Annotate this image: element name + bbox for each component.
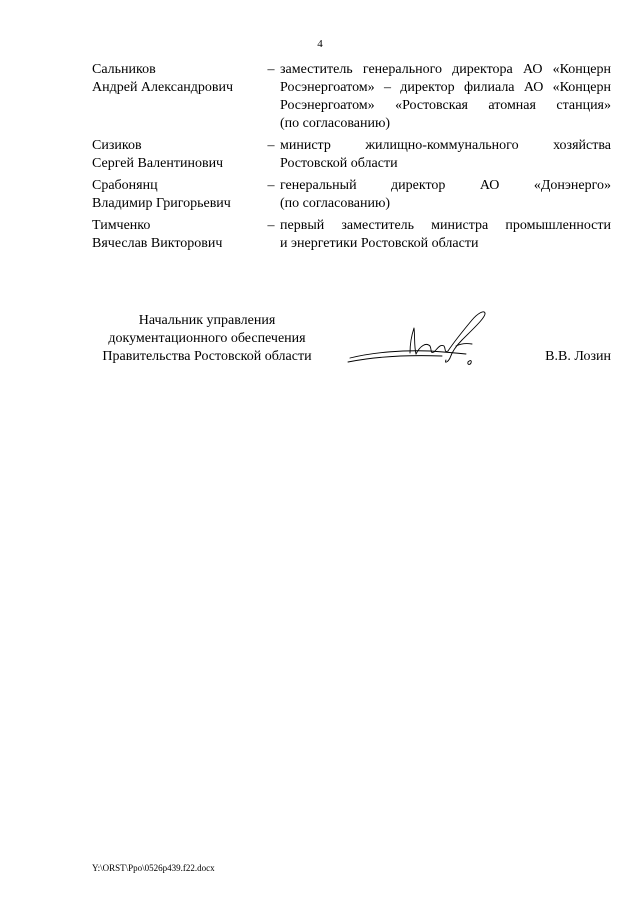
member-given-names: Андрей Александрович [92,80,234,95]
page-number: 4 [317,38,323,50]
member-role [280,217,611,253]
signer-position-line: Начальник управления [138,313,276,328]
signer-position [92,312,322,366]
member-role-line: Росэнергоатом» «Ростовская атомная станция» [280,98,611,113]
member-name [92,137,262,173]
member-role-line: Ростовской области [280,156,398,171]
member-dash: – [267,138,275,153]
member-entry [92,217,611,253]
signer-position-line: Правительства Ростовской области [102,349,312,364]
member-role [280,177,611,213]
member-name [92,61,262,97]
member-name [92,177,262,213]
member-role-line: и энергетики Ростовской области [280,236,479,251]
member-role-line: заместитель генерального директора АО «Концерн [280,62,611,77]
member-surname: Тимченко [92,218,151,233]
member-surname: Срабонянц [92,178,158,193]
member-role [280,137,611,173]
member-role-line: Росэнергоатом» – директор филиала АО «Концерн [280,80,611,95]
member-role [280,61,611,133]
member-role-line: генеральный директор АО «Донэнерго» [280,178,611,193]
member-role-line: министр жилищно-коммунального хозяйства [280,138,611,153]
member-surname: Сальников [92,62,156,77]
member-given-names: Владимир Григорьевич [92,196,231,211]
member-role-line: (по согласованию) [280,116,391,131]
member-dash: – [267,62,275,77]
signature-block [92,312,611,372]
member-given-names: Сергей Валентинович [92,156,224,171]
member-role-line: (по согласованию) [280,196,391,211]
member-entry [92,177,611,213]
members-list [92,61,611,257]
member-entry [92,61,611,133]
member-given-names: Вячеслав Викторович [92,236,223,251]
member-entry [92,137,611,173]
member-dash: – [267,218,275,233]
signer-position-line: документационного обеспечения [108,331,306,346]
signer-name: В.В. Лозин [545,349,611,364]
member-dash: – [267,178,275,193]
member-surname: Сизиков [92,138,142,153]
file-path-footer: Y:\ORST\Ppo\0526p439.f22.docx [92,863,215,873]
handwritten-signature [344,306,504,376]
member-role-line: первый заместитель министра промышленности [280,218,611,233]
member-name [92,217,262,253]
